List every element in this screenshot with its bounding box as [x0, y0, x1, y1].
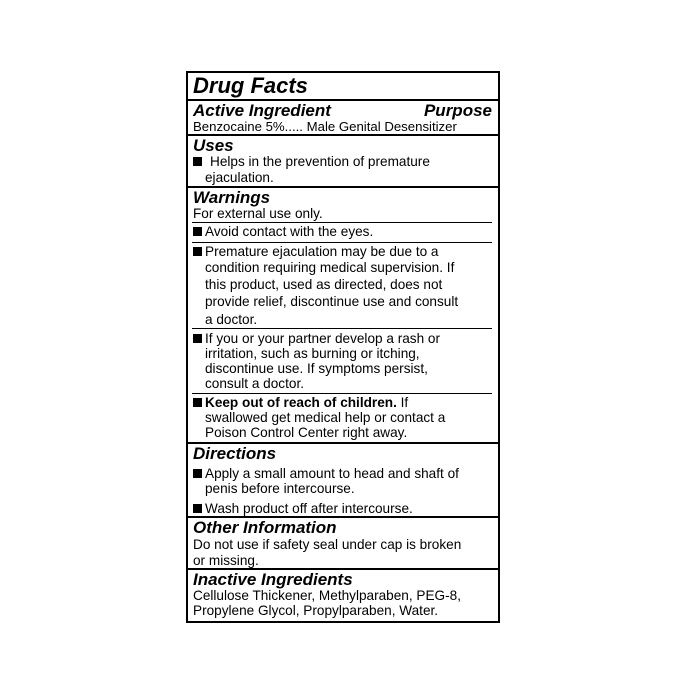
bullet-icon: [193, 227, 202, 236]
warnings-item: [193, 331, 440, 391]
divider: [192, 242, 492, 243]
divider: [188, 134, 498, 136]
bullet-icon: [193, 157, 202, 166]
warnings-item-line: Avoid contact with the eyes.: [205, 224, 374, 239]
purpose-heading: Purpose: [423, 101, 492, 120]
uses-item-line: Helps in the prevention of premature: [210, 154, 430, 169]
directions-heading: Directions: [193, 444, 277, 463]
warnings-intro: For external use only.: [193, 206, 323, 221]
keep-out-line: swallowed get medical help or contact a: [205, 410, 446, 425]
warnings-item-line: discontinue use. If symptoms persist,: [205, 361, 428, 376]
warnings-item-keep-out: [193, 395, 446, 440]
warnings-item: [193, 244, 459, 327]
divider: [192, 328, 492, 329]
other-information-heading: Other Information: [193, 518, 337, 537]
bullet-icon: [193, 504, 202, 513]
divider: [192, 393, 492, 394]
bullet-icon: [193, 247, 202, 256]
directions-item: [193, 501, 413, 517]
warnings-item-line: condition requiring medical supervision. If: [205, 260, 455, 275]
warnings-item-line: consult a doctor.: [205, 376, 304, 391]
warnings-item-line: Premature ejaculation may be due to a: [205, 244, 439, 259]
keep-out-line: Poison Control Center right away.: [205, 425, 408, 440]
inactive-ingredients-line: Cellulose Thickener, Methylparaben, PEG-8,: [193, 588, 461, 603]
warnings-item-line: provide relief, discontinue use and consult: [205, 294, 459, 309]
directions-item-line: Apply a small amount to head and shaft of: [205, 466, 459, 481]
warnings-item: [193, 224, 374, 240]
uses-item: [193, 154, 430, 185]
active-ingredient-line: Benzocaine 5%..... Male Genital Desensitizer: [193, 119, 457, 134]
warnings-item-line: If you or your partner develop a rash or: [205, 331, 440, 346]
drug-facts-panel: [186, 71, 500, 623]
other-information-line: Do not use if safety seal under cap is broken: [193, 537, 462, 552]
bullet-icon: [193, 469, 202, 478]
keep-out-bold-text: Keep out of reach of children.: [205, 395, 397, 410]
uses-item-line: ejaculation.: [205, 170, 274, 185]
inactive-ingredients-heading: Inactive Ingredients: [193, 570, 353, 589]
active-ingredient-heading: Active Ingredient: [193, 101, 331, 120]
directions-item-line: penis before intercourse.: [205, 481, 355, 496]
warnings-item-line: this product, used as directed, does not: [205, 277, 443, 292]
directions-item: [193, 466, 459, 496]
bullet-icon: [193, 334, 202, 343]
other-information-line: or missing.: [193, 553, 259, 568]
inactive-ingredients-line: Propylene Glycol, Propylparaben, Water.: [193, 603, 439, 618]
bullet-icon: [193, 398, 202, 407]
warnings-item-line: irritation, such as burning or itching,: [205, 346, 420, 361]
warnings-item-line: a doctor.: [205, 312, 258, 327]
divider: [192, 222, 492, 223]
directions-item-line: Wash product off after intercourse.: [205, 501, 413, 516]
warnings-heading: Warnings: [193, 188, 271, 207]
page-title: Drug Facts: [193, 73, 308, 98]
keep-out-text: If: [400, 395, 409, 410]
uses-heading: Uses: [193, 136, 234, 155]
